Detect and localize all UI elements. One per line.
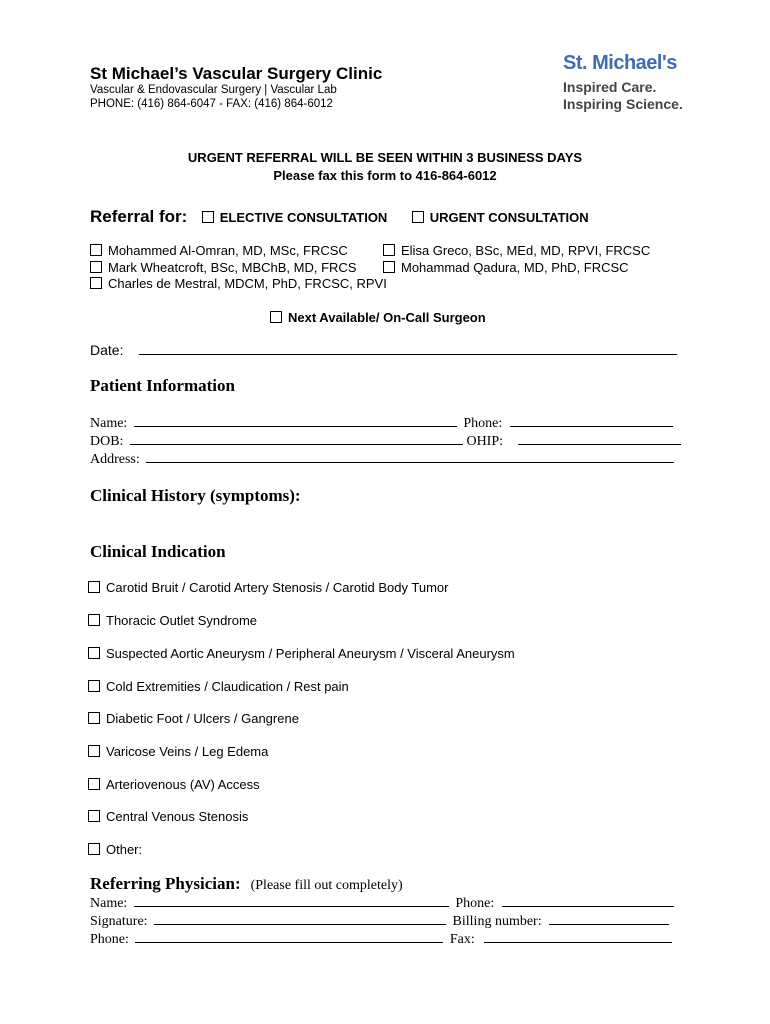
indication-aneurysm[interactable] <box>88 646 515 661</box>
date-field[interactable] <box>139 342 677 355</box>
patient-info-heading: Patient Information <box>90 376 235 395</box>
surgeon-label: Mark Wheatcroft, BSc, MBChB, MD, FRCS <box>108 260 357 275</box>
indication-av-access[interactable] <box>88 777 260 792</box>
patient-dob-row <box>90 432 681 450</box>
indication-label: Suspected Aortic Aneurysm / Peripheral Aneurysm / Visceral Aneurysm <box>106 646 515 661</box>
indication-label: Cold Extremities / Claudication / Rest pain <box>106 679 349 694</box>
checkbox[interactable] <box>383 244 395 256</box>
checkbox[interactable] <box>88 647 100 659</box>
checkbox[interactable] <box>88 581 100 593</box>
indication-thoracic-outlet[interactable] <box>88 613 257 628</box>
surgeon-option-de-mestral[interactable] <box>90 276 387 291</box>
surgeon-option-qadura[interactable] <box>383 260 629 275</box>
checkbox[interactable] <box>88 680 100 692</box>
referring-phone2-field[interactable] <box>135 930 443 943</box>
patient-ohip-field[interactable] <box>518 432 681 445</box>
indication-label: Varicose Veins / Leg Edema <box>106 744 269 759</box>
checkbox[interactable] <box>88 843 100 855</box>
referral-label: Referral for: <box>90 207 188 226</box>
urgent-label: URGENT CONSULTATION <box>429 210 589 225</box>
patient-name-field[interactable] <box>134 414 457 427</box>
checkbox[interactable] <box>88 778 100 790</box>
patient-name-label: Name: <box>90 416 128 431</box>
date-row <box>90 342 677 358</box>
referring-name-field[interactable] <box>134 894 449 907</box>
checkbox[interactable] <box>88 712 100 724</box>
urgent-notice: URGENT REFERRAL WILL BE SEEN WITHIN 3 BUSINESS DAYS <box>187 150 583 165</box>
patient-phone-label: Phone: <box>463 416 503 431</box>
patient-ohip-label: OHIP: <box>466 434 504 449</box>
patient-address-row <box>90 450 674 468</box>
indication-cold-extremities[interactable] <box>88 679 349 694</box>
surgeon-option-wheatcroft[interactable] <box>90 260 357 275</box>
referring-fax-field[interactable] <box>484 930 672 943</box>
clinical-indication-heading: Clinical Indication <box>90 542 226 561</box>
checkbox[interactable] <box>88 614 100 626</box>
date-label: Date: <box>90 342 124 358</box>
referring-billing-field[interactable] <box>549 912 669 925</box>
surgeon-option-greco[interactable] <box>383 243 650 258</box>
indication-label: Arteriovenous (AV) Access <box>106 777 260 792</box>
indication-label: Diabetic Foot / Ulcers / Gangrene <box>106 711 299 726</box>
referring-phone-field[interactable] <box>502 894 674 907</box>
referring-phone2-label: Phone: <box>90 932 129 947</box>
indication-diabetic-foot[interactable] <box>88 711 299 726</box>
referring-signature-label: Signature: <box>90 914 148 929</box>
checkbox[interactable] <box>90 261 102 273</box>
checkbox[interactable] <box>270 311 282 323</box>
clinic-contact: PHONE: (416) 864-6047 - FAX: (416) 864-6012 <box>90 98 333 110</box>
patient-dob-field[interactable] <box>130 432 463 445</box>
clinic-subtitle: Vascular & Endovascular Surgery | Vascular Lab <box>90 84 337 96</box>
logo-tagline-2: Inspiring Science. <box>563 96 683 112</box>
patient-name-row <box>90 414 673 432</box>
patient-address-label: Address: <box>90 452 140 467</box>
clinic-title: St Michael’s Vascular Surgery Clinic <box>90 64 383 83</box>
patient-address-field[interactable] <box>146 450 674 463</box>
elective-consultation-option[interactable] <box>202 210 388 225</box>
surgeon-label: Elisa Greco, BSc, MEd, MD, RPVI, FRCSC <box>401 243 651 258</box>
logo-tagline-1: Inspired Care. <box>563 79 657 95</box>
referring-signature-field[interactable] <box>154 912 446 925</box>
indication-label: Thoracic Outlet Syndrome <box>106 613 258 628</box>
clinical-history-heading: Clinical History (symptoms): <box>90 486 301 505</box>
checkbox[interactable] <box>88 810 100 822</box>
surgeon-option-al-omran[interactable] <box>90 243 348 258</box>
surgeon-label: Mohammed Al-Omran, MD, MSc, FRCSC <box>108 243 348 258</box>
indication-central-venous[interactable] <box>88 809 248 824</box>
checkbox[interactable] <box>90 277 102 289</box>
fax-instruction: Please fax this form to 416-864-6012 <box>273 168 497 183</box>
patient-dob-label: DOB: <box>90 434 124 449</box>
referring-phone-fax-row <box>90 930 672 948</box>
checkbox[interactable] <box>383 261 395 273</box>
referring-physician-heading: Referring Physician: <box>90 874 241 893</box>
referral-type-row <box>90 207 609 227</box>
urgent-consultation-option[interactable] <box>412 210 589 225</box>
checkbox[interactable] <box>90 244 102 256</box>
referring-phone-label: Phone: <box>455 896 495 911</box>
referring-physician-heading-row <box>90 874 403 894</box>
referring-signature-row <box>90 912 669 930</box>
elective-label: ELECTIVE CONSULTATION <box>219 210 388 225</box>
indication-label: Other: <box>106 842 143 857</box>
checkbox[interactable] <box>412 211 424 223</box>
indication-varicose-veins[interactable] <box>88 744 268 759</box>
checkbox[interactable] <box>202 211 214 223</box>
logo-name: St. Michael's <box>563 52 677 74</box>
checkbox[interactable] <box>88 745 100 757</box>
patient-phone-field[interactable] <box>510 414 673 427</box>
indication-label: Carotid Bruit / Carotid Artery Stenosis / Carotid Body Tumor <box>106 580 449 595</box>
next-available-label: Next Available/ On-Call Surgeon <box>288 310 486 325</box>
referring-billing-label: Billing number: <box>452 914 542 929</box>
indication-label: Central Venous Stenosis <box>106 809 249 824</box>
indication-other[interactable] <box>88 842 142 857</box>
surgeon-label: Mohammad Qadura, MD, PhD, FRCSC <box>401 260 629 275</box>
referring-name-label: Name: <box>90 896 128 911</box>
referring-fax-label: Fax: <box>449 932 475 947</box>
referring-physician-note: (Please fill out completely) <box>250 878 403 893</box>
referring-name-row <box>90 894 674 912</box>
indication-carotid[interactable] <box>88 580 448 595</box>
surgeon-label: Charles de Mestral, MDCM, PhD, FRCSC, RPVI <box>108 276 387 291</box>
st-michaels-logo <box>563 52 683 113</box>
next-available-option[interactable] <box>270 310 486 325</box>
